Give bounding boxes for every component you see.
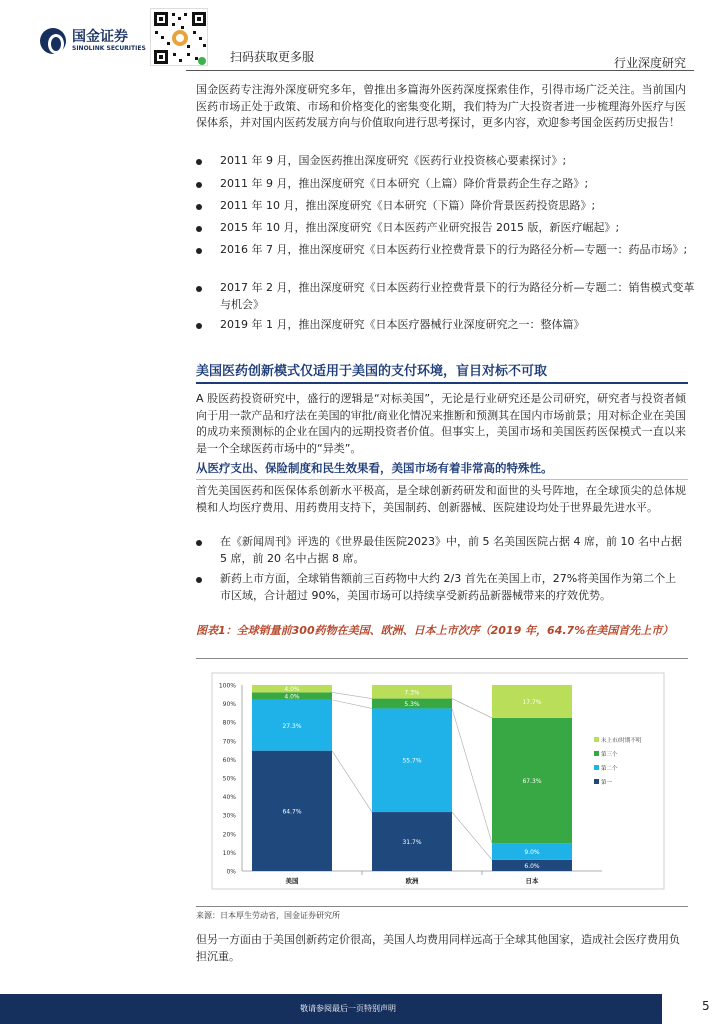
- data-label: 31.7%: [402, 839, 422, 847]
- section-paragraph: A 股医药投资研究中，盛行的逻辑是“对标美国”，无论是行业研究还是公司研究，研究者与投资者倾向于用一款产品和疗法在美国的审批/商业化情况来推断和预测其在国内市场前景；用对标企业在美国的成功来预测标的企业在国内的远期投资者价值。但事实上，美国市场和美国医药医保模式一直以来是一个全球医药市场中的“异类”。: [196, 392, 686, 455]
- legend-swatch: [594, 751, 599, 756]
- figure-title: 图表1：全球销量前300药物在美国、欧洲、日本上市次序（2019 年，64.7%在美国首先上市）: [196, 624, 674, 637]
- history-item: 2011 年 9 月，国金医药推出深度研究《医药行业投资核心要素探讨》;: [196, 153, 696, 170]
- page-number-box: [662, 994, 724, 1024]
- y-tick-label: 0%: [226, 868, 236, 876]
- bullet-icon: [196, 323, 202, 329]
- page-header: [0, 0, 724, 72]
- data-label: 27.3%: [282, 722, 302, 730]
- legend-swatch: [594, 779, 599, 784]
- figure-divider: [196, 658, 688, 659]
- section-title: 美国医药创新模式仅适用于美国的支付环境，盲目对标不可取: [196, 364, 548, 379]
- y-tick-label: 100%: [218, 682, 236, 690]
- logo-icon: [40, 28, 66, 54]
- y-tick-label: 50%: [222, 775, 236, 783]
- legend-swatch: [594, 737, 599, 742]
- data-label: 55.7%: [402, 757, 422, 765]
- bullet-icon: [196, 204, 202, 210]
- logo-name-en: SINOLINK SECURITIES: [72, 45, 146, 52]
- legend-swatch: [594, 765, 599, 770]
- data-label: 5.3%: [404, 701, 420, 709]
- qr-code-icon: [150, 8, 208, 66]
- series-connector: [332, 700, 372, 709]
- history-item: 2011 年 9 月，推出深度研究《日本研究（上篇）降价背景药企生存之路》;: [196, 176, 696, 193]
- chart-canvas: [196, 665, 688, 905]
- y-tick-label: 60%: [222, 756, 236, 764]
- history-item: 2019 年 1 月，推出深度研究《日本医疗器械行业深度研究之一：整体篇》: [196, 317, 696, 334]
- bullet-icon: [196, 577, 202, 583]
- section-divider: [196, 382, 688, 384]
- stacked-bar-chart: [196, 665, 688, 905]
- legend-label: 第三个: [601, 752, 618, 758]
- data-label: 4.0%: [284, 693, 300, 701]
- intro-paragraph: 国金医药专注海外深度研究多年，曾推出多篇海外医药深度探索佳作，引得市场广泛关注。当前国内医药市场正处于政策、市场和价格变化的密集变化期，我们特为广大投资者进一步梳理海外医疗与医保体系，并对国内医药发展方向与价值取向进行思考探讨，更多内容，欢迎参考国金医药历史报告！: [196, 83, 686, 129]
- legend-label: 未上市/时期不明: [601, 738, 642, 744]
- history-item: 2016 年 7 月，推出深度研究《日本医药行业控费背景下的行为路径分析—专题一：药品市场》;: [196, 242, 696, 259]
- subheading-divider: [196, 479, 688, 480]
- header-divider: [186, 70, 694, 71]
- point-item: 在《新闻周刊》评选的《世界最佳医院2023》中，前 5 名美国医院占据 4 席，前 10 名中占据 5 席，前 20 名中占据 8 席。: [196, 534, 696, 567]
- source-divider: [196, 906, 688, 907]
- bullet-icon: [196, 286, 202, 292]
- company-logo: [40, 28, 146, 54]
- data-label: 6.0%: [524, 862, 540, 870]
- history-item: 2017 年 2 月，推出深度研究《日本医药行业控费背景下的行为路径分析—专题二：销售模式变革与机会》: [196, 280, 696, 313]
- data-label: 7.3%: [404, 689, 420, 697]
- series-connector: [452, 812, 492, 860]
- series-connector: [332, 692, 372, 698]
- legend-label: 第二个: [601, 766, 618, 772]
- legend-label: 第一: [601, 780, 613, 786]
- history-item: 2015 年 10 月，推出深度研究《日本医药产业研究报告 2015 版，新医疗崛起》;: [196, 220, 696, 237]
- data-label: 17.7%: [522, 698, 542, 706]
- series-connector: [452, 699, 492, 718]
- y-tick-label: 20%: [222, 831, 236, 839]
- y-tick-label: 80%: [222, 719, 236, 727]
- footer-disclaimer: 敬请参阅最后一页特别声明: [300, 1004, 396, 1013]
- x-tick-label: 美国: [285, 877, 299, 885]
- y-tick-label: 10%: [222, 849, 236, 857]
- subheading: 从医疗支出、保险制度和民生效果看，美国市场有着非常高的特殊性。: [196, 461, 553, 475]
- bullet-icon: [196, 226, 202, 232]
- sub-paragraph: 首先美国医药和医保体系创新水平极高，是全球创新药研发和面世的头号阵地，在全球顶尖的总体规模和人均医疗费用、用药费用支持下，美国制药、创新器械、医院建设均处于世界最先进水平。: [196, 484, 686, 514]
- page-number: 5: [702, 999, 710, 1013]
- history-item: 2011 年 10 月，推出深度研究《日本研究（下篇）降价背景医药投资思路》;: [196, 198, 696, 215]
- y-tick-label: 70%: [222, 738, 236, 746]
- x-tick-label: 日本: [525, 877, 539, 885]
- data-label: 67.3%: [522, 778, 542, 786]
- data-label: 4.0%: [284, 686, 300, 694]
- figure-source: 来源：日本厚生劳动省，国金证券研究所: [196, 911, 340, 920]
- report-category: 行业深度研究: [613, 56, 686, 70]
- data-label: 9.0%: [524, 848, 540, 856]
- series-connector: [332, 751, 372, 812]
- series-connector: [452, 708, 492, 843]
- bullet-icon: [196, 540, 202, 546]
- data-label: 64.7%: [282, 808, 302, 816]
- qr-caption: 扫码获取更多服: [230, 50, 315, 64]
- x-tick-label: 欧洲: [405, 877, 419, 885]
- y-tick-label: 90%: [222, 701, 236, 709]
- bullet-icon: [196, 248, 202, 254]
- y-tick-label: 40%: [222, 794, 236, 802]
- point-item: 新药上市方面，全球销售额前三百药物中大约 2/3 首先在美国上市，27%将美国作为第二个上市区域，合计超过 90%，美国市场可以持续享受新药品新器械带来的疗效优势。: [196, 571, 696, 604]
- closing-paragraph: 但另一方面由于美国创新药定价很高，美国人均费用同样远高于全球其他国家，造成社会医疗费用负担沉重。: [196, 933, 680, 963]
- y-tick-label: 30%: [222, 812, 236, 820]
- bullet-icon: [196, 182, 202, 188]
- bullet-icon: [196, 159, 202, 165]
- logo-name-cn: 国金证券: [72, 29, 128, 45]
